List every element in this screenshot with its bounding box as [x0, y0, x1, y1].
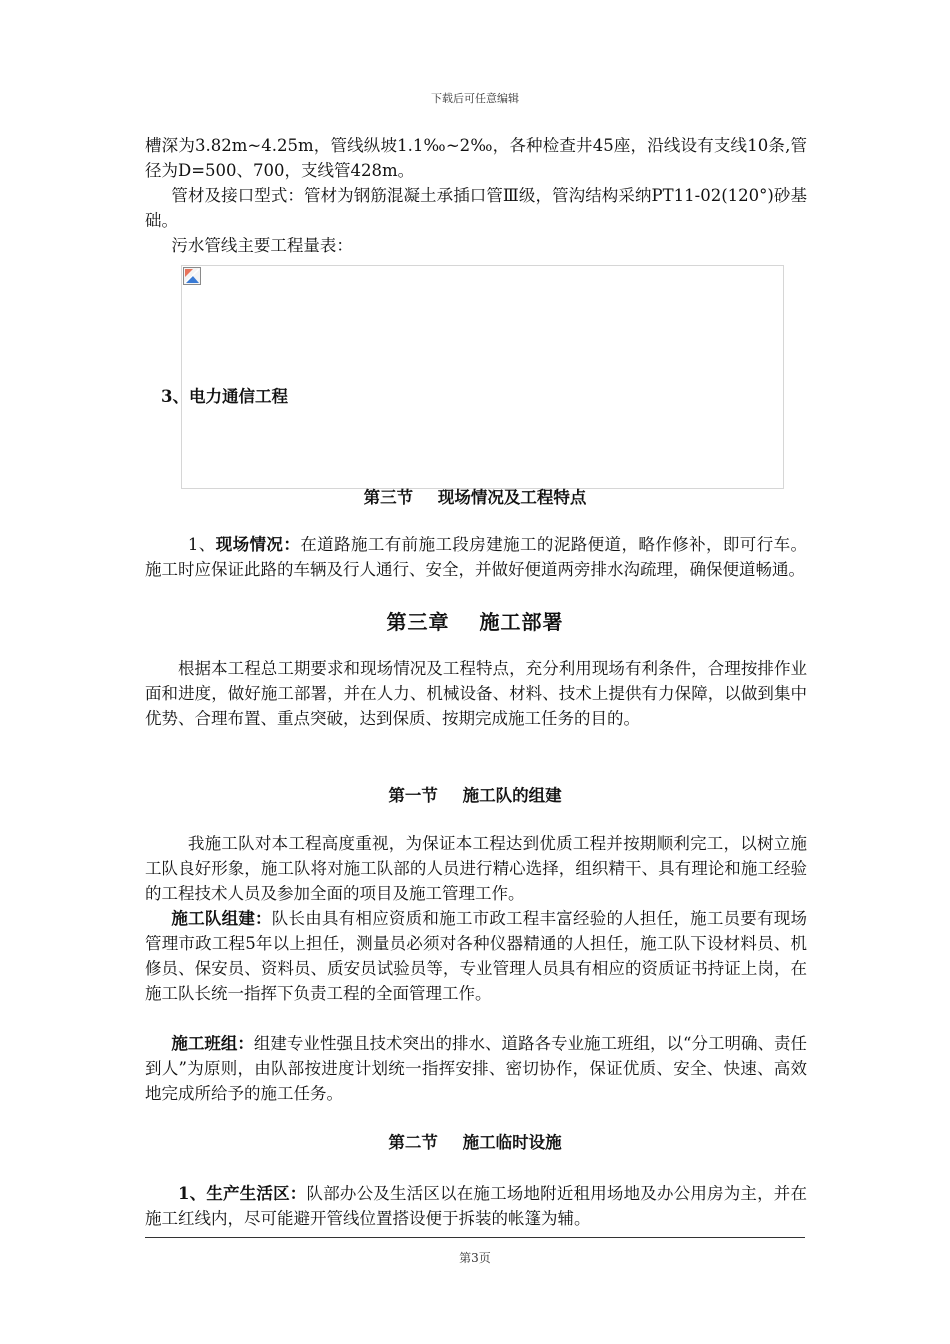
section-1-number: 第一节: [388, 786, 438, 805]
image-placeholder: [181, 265, 784, 489]
section-2-heading: [0, 1129, 950, 1153]
section-3-number: 第三节: [363, 488, 414, 507]
section-1-title: 施工队的组建: [462, 786, 562, 805]
paragraph-living-area: 1、生产生活区：队部办公及生活区以在施工场地附近租用场地及办公用房为主，并在施工红线内，尽可能避开管线位置搭设便于拆装的帐篷为辅。: [145, 1184, 807, 1228]
paragraph-team-intro: 我施工队对本工程高度重视，为保证本工程达到优质工程并按期顺利完工，以树立施工队良好形象，施工队将对施工队部的人员进行精心选择，组织精干、具有理论和施工经验的工程技术人员及参加全面的项目及施工管理工作。: [145, 834, 807, 903]
section-2-number: 第二节: [388, 1133, 438, 1152]
chapter-3-heading: [0, 606, 950, 635]
paragraph-pipe-material: 管材及接口型式：管材为钢筋混凝土承插口管Ⅲ级，管沟结构采纳PT11-02(120°)砂基础。: [145, 186, 807, 230]
section-2-title: 施工临时设施: [462, 1133, 562, 1152]
footer-divider: [145, 1237, 805, 1238]
paragraph-pipe-depth: 槽深为3.82m~4.25m，管线纵坡1.1‰~2‰，各种检查井45座，沿线设有支线10条,管径为D=500、700，支线管428m。: [145, 136, 807, 180]
chapter-3-number: 第三章: [386, 610, 450, 634]
paragraph-site-conditions: 1、现场情况：在道路施工有前施工段房建施工的泥路便道，略作修补，即可行车。施工时应保证此路的车辆及行人通行、安全，并做好便道两旁排水沟疏理，确保便道畅通。: [145, 535, 808, 579]
page-number: 第3页: [459, 1251, 491, 1265]
paragraph-work-groups: 施工班组：组建专业性强且技术突出的排水、道路各专业施工班组，以“分工明确、责任到人”为原则，由队部按进度计划统一指挥安排、密切协作，保证优质、安全、快速、高效地完成所给予的施工任务。: [145, 1034, 808, 1103]
section-3-title: 现场情况及工程特点: [437, 488, 587, 507]
broken-image-icon: [183, 267, 201, 285]
page-header: 下载后可任意编辑: [431, 92, 519, 105]
paragraph-table-caption: 污水管线主要工程量表：: [171, 236, 353, 255]
paragraph-deployment: 根据本工程总工期要求和现场情况及工程特点，充分利用现场有利条件，合理按排作业面和进度，做好施工部署，并在人力、机械设备、材料、技术上提供有力保障，以做到集中优势、合理布置、重点突破，达到保质、按期完成施工任务的目的。: [145, 659, 807, 728]
chapter-3-title: 施工部署: [479, 610, 564, 634]
subheading-power-telecom: 3、电力通信工程: [161, 387, 288, 406]
section-3-heading: [0, 484, 950, 508]
section-1-heading: [0, 782, 950, 806]
paragraph-team-formation: 施工队组建：队长由具有相应资质和施工市政工程丰富经验的人担任，施工员要有现场管理市政工程5年以上担任，测量员必须对各种仪器精通的人担任，施工队下设材料员、机修员、保安员、资料员、质安员试验员等，专业管理人员具有相应的资质证书持证上岗，在施工队长统一指挥下负责工程的全面管理工作。: [145, 909, 808, 1003]
